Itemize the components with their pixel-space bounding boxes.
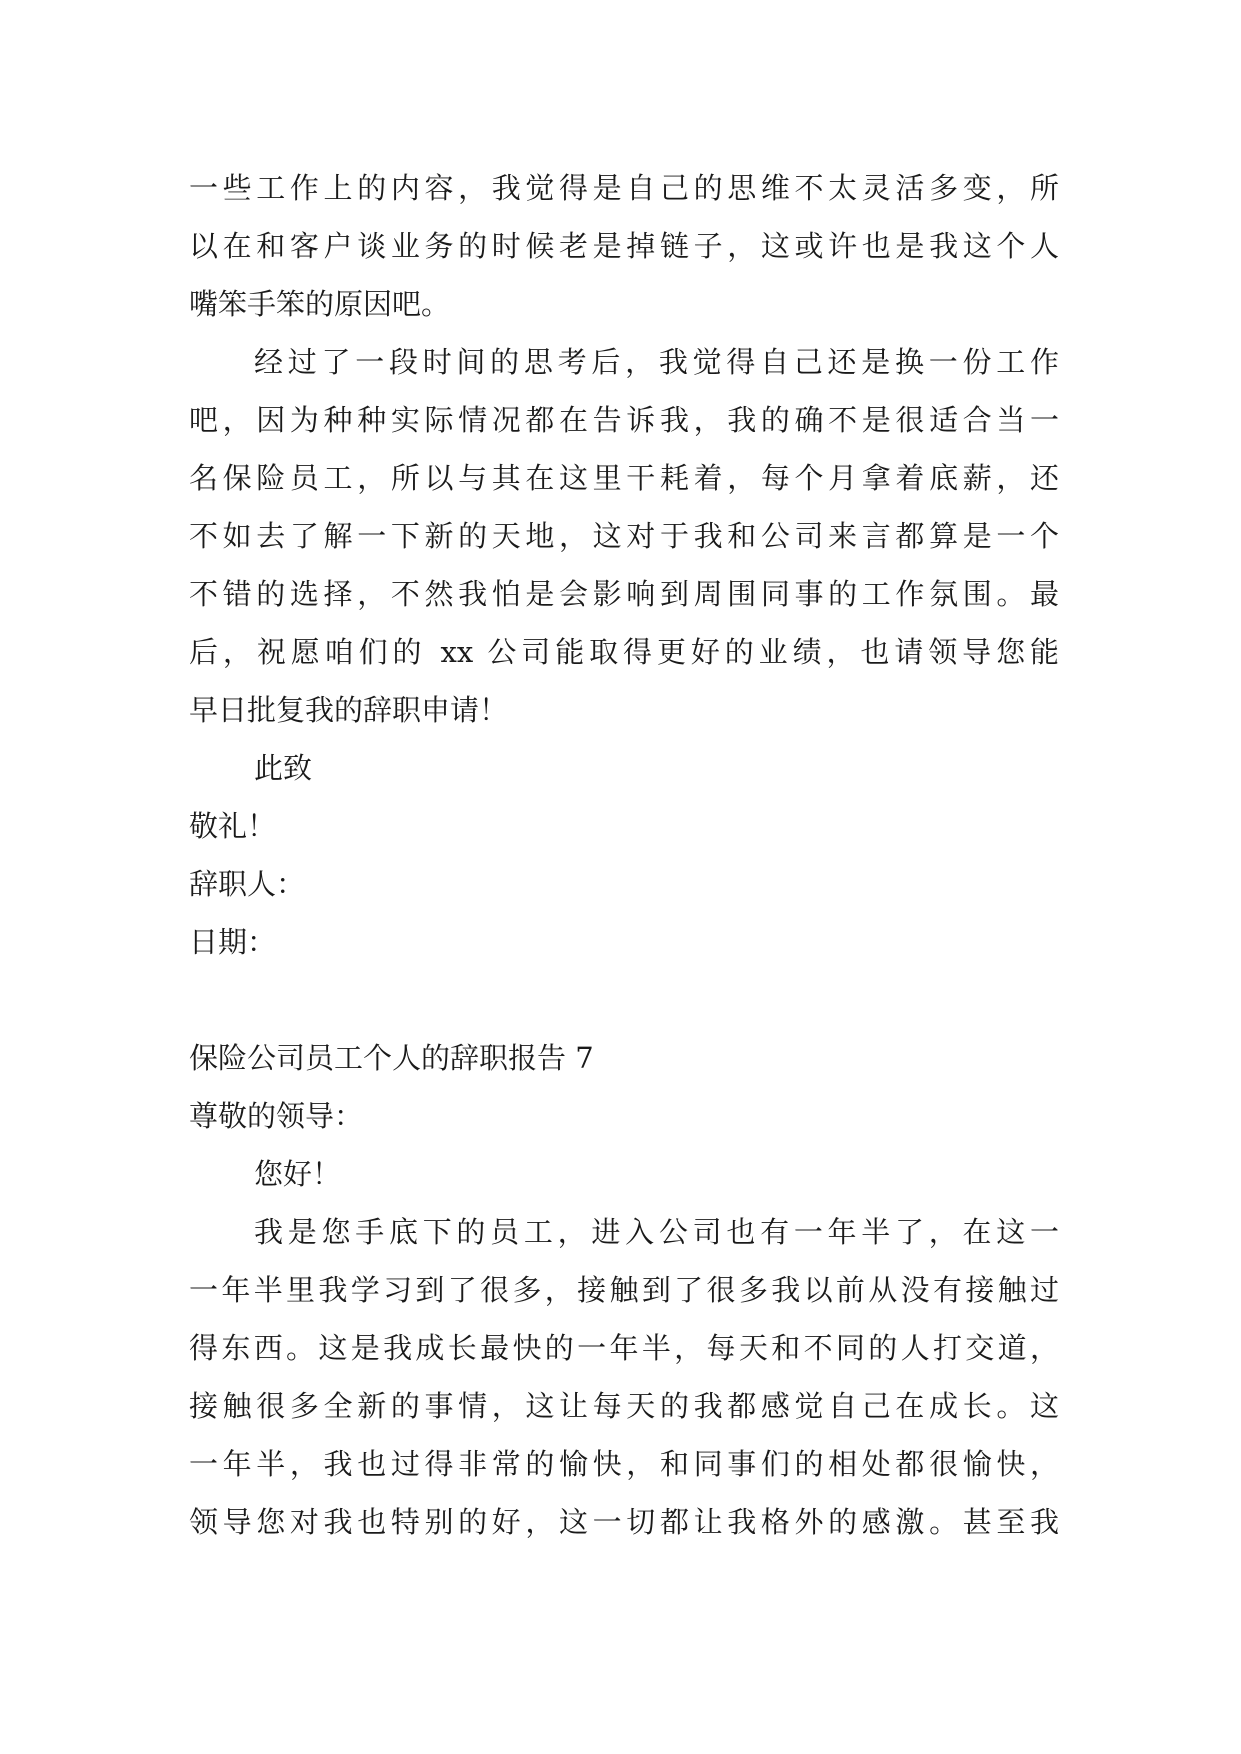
paragraph-line: 经过了一段时间的思考后，我觉得自己还是换一份工作 (254, 345, 1059, 379)
paragraph-line: 名保险员工，所以与其在这里干耗着，每个月拿着底薪，还 (189, 461, 1059, 495)
paragraph-line: 不错的选择，不然我怕是会影响到周围同事的工作氛围。最 (189, 577, 1059, 611)
closing-regards: 敬礼！ (189, 809, 277, 843)
paragraph-line: 早日批复我的辞职申请！ (189, 693, 509, 727)
greeting: 您好！ (254, 1157, 342, 1191)
paragraph-line: 得东西。这是我成长最快的一年半，每天和不同的人打交道， (189, 1331, 1059, 1365)
paragraph-line: 嘴笨手笨的原因吧。 (189, 287, 451, 321)
paragraph-line: 不如去了解一下新的天地，这对于我和公司来言都算是一个 (189, 519, 1059, 553)
paragraph-line: 我是您手底下的员工，进入公司也有一年半了，在这一 (254, 1215, 1059, 1249)
section-title: 保险公司员工个人的辞职报告 7 (189, 1041, 594, 1075)
paragraph-line: 一年半里我学习到了很多，接触到了很多我以前从没有接触过 (189, 1273, 1059, 1307)
date-label: 日期： (189, 925, 277, 959)
paragraph-line: 一些工作上的内容，我觉得是自己的思维不太灵活多变，所 (189, 171, 1059, 205)
paragraph-line: 以在和客户谈业务的时候老是掉链子，这或许也是我这个人 (189, 229, 1059, 263)
paragraph-line: 一年半，我也过得非常的愉快，和同事们的相处都很愉快， (189, 1447, 1059, 1481)
signature-label: 辞职人： (189, 867, 306, 901)
paragraph-line: 吧，因为种种实际情况都在告诉我，我的确不是很适合当一 (189, 403, 1059, 437)
paragraph-line: 领导您对我也特别的好，这一切都让我格外的感激。甚至我 (189, 1505, 1059, 1539)
paragraph-line: 后，祝愿咱们的 xx 公司能取得更好的业绩，也请领导您能 (189, 635, 1059, 669)
paragraph-line: 接触很多全新的事情，这让每天的我都感觉自己在成长。这 (189, 1389, 1059, 1423)
greeting-addressee: 尊敬的领导： (189, 1099, 364, 1133)
closing-salutation: 此致 (254, 751, 313, 785)
